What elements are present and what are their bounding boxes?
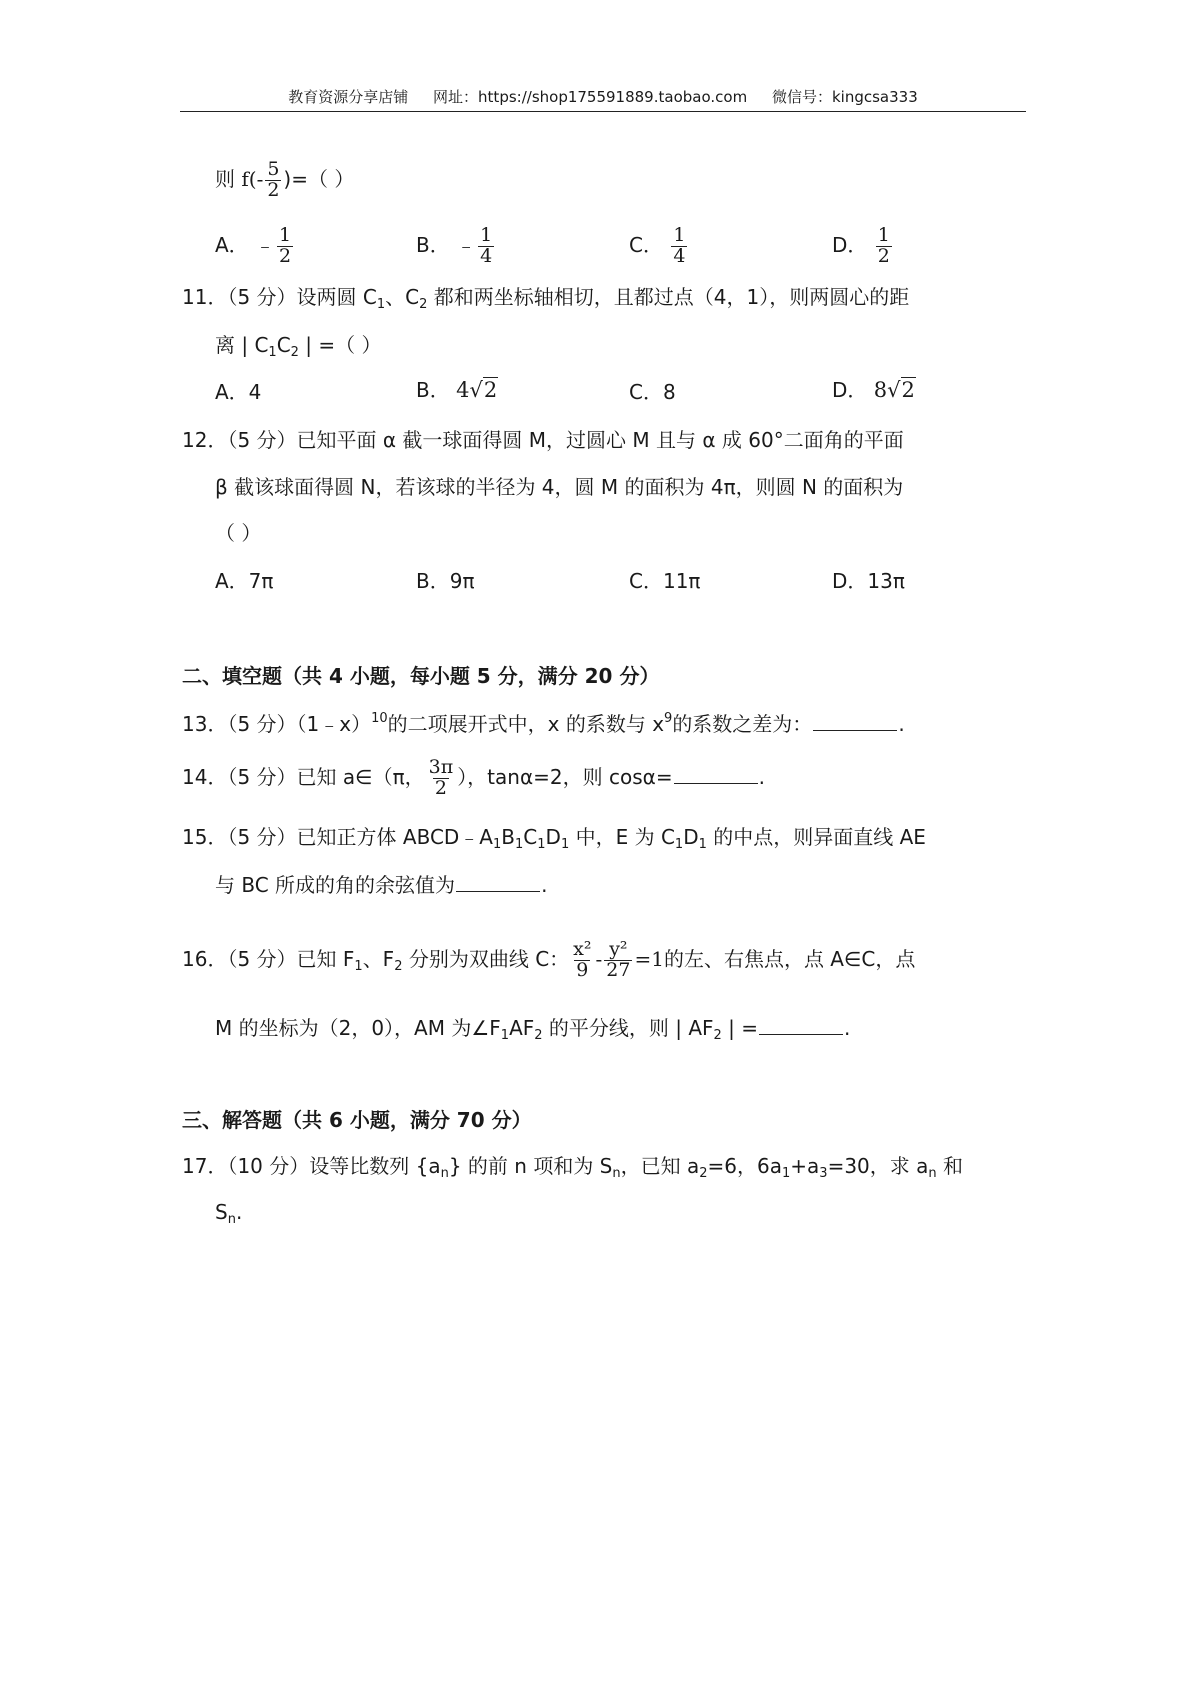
- q11-option-d: D． 8√2: [832, 378, 915, 402]
- header-shop: 教育资源分享店铺: [288, 88, 409, 106]
- q12-option-c: C．11π: [629, 569, 701, 593]
- answer-blank: [674, 765, 758, 784]
- section-fill-in-title: 二、填空题（共 4 小题，每小题 5 分，满分 20 分）: [182, 664, 660, 688]
- q11-option-a: A．4: [215, 380, 262, 404]
- fraction: $\frac{\text{y²}}{27}$: [606, 938, 631, 981]
- fraction: $\frac{5}{2}$: [267, 158, 280, 201]
- q10-option-b: B． ﹣ $\frac{1}{4}$: [416, 224, 493, 267]
- q12-option-d: D．13π: [832, 569, 905, 593]
- q10-expression: 则 f(- $\frac{5}{2}$ )=（ ）: [215, 158, 355, 201]
- header-url: 网址：https://shop175591889.taobao.com: [433, 88, 748, 106]
- q15-line2: 与 BC 所成的角的余弦值为 .: [215, 873, 548, 897]
- q10-option-a: A． ﹣ $\frac{1}{2}$: [215, 224, 292, 267]
- header-wechat: 微信号：kingcsa333: [771, 88, 918, 106]
- section-solve-title: 三、解答题（共 6 小题，满分 70 分）: [182, 1108, 532, 1132]
- q12-line1: 12．（5 分）已知平面 α 截一球面得圆 M，过圆心 M 且与 α 成 60°二面角的平面: [182, 428, 904, 452]
- header-rule: [180, 111, 1026, 112]
- q15-line1: 15．（5 分）已知正方体 $ABCD﹣A_1B_1C_1D_1$ 中，E 为 $C_1D_1$ 的中点，则异面直线 AE: [182, 825, 926, 852]
- answer-blank: [456, 873, 540, 892]
- q16-line2: M 的坐标为（2，0），AM 为$\angle F_1AF_2$ 的平分线，则 | $AF_2$ | = .: [215, 1016, 851, 1043]
- q10-option-c: C． $\frac{1}{4}$: [629, 224, 686, 267]
- fraction: $\frac{3\pi}{2}$: [428, 756, 454, 799]
- q12-option-a: A．7π: [215, 569, 274, 593]
- q11-line2: 离 | $C_1C_2$ | =（ ）: [215, 333, 382, 360]
- q12-line2: β 截该球面得圆 N，若该球的半径为 4，圆 M 的面积为 4π，则圆 N 的面积为: [215, 475, 904, 499]
- page-header: [180, 86, 1026, 107]
- q11-option-b: B． 4√2: [416, 378, 498, 402]
- q14: 14．（5 分）已知 a∈（π， $\frac{3\pi}{2}$ ），tanα=2，则 cosα= .: [182, 756, 765, 799]
- q13: 13．（5 分）（1﹣x）$^{10}$的二项展开式中，x 的系数与 $x^9$的系数之差为： .: [182, 711, 905, 736]
- answer-blank: [813, 712, 897, 731]
- q10-option-d: D． $\frac{1}{2}$: [832, 224, 890, 267]
- q12-line3: （ ）: [215, 521, 262, 545]
- q17-line1: 17．（10 分）设等比数列 $\{a_n\}$ 的前 n 项和为 $S_n$，已知 $a_2=6$，$6a_1+a_3=30$，求 $a_n$ 和: [182, 1154, 964, 1181]
- q16-line1: 16．（5 分）已知 $F_1$、$F_2$ 分别为双曲线 C： $\frac{\text{x²}}{9}$ - $\frac{\text{y²}}{27}$ =1的左、右焦点，点 A∈C，点: [182, 938, 916, 981]
- fraction: $\frac{\text{x²}}{9}$: [573, 938, 592, 981]
- answer-blank: [759, 1016, 843, 1035]
- q11-option-c: C．8: [629, 380, 676, 404]
- q11-line1: 11．（5 分）设两圆 $C_1$、$C_2$ 都和两坐标轴相切，且都过点（4，1），则两圆心的距: [182, 285, 910, 312]
- q17-line2: $S_n$.: [215, 1200, 243, 1227]
- q12-option-b: B．9π: [416, 569, 475, 593]
